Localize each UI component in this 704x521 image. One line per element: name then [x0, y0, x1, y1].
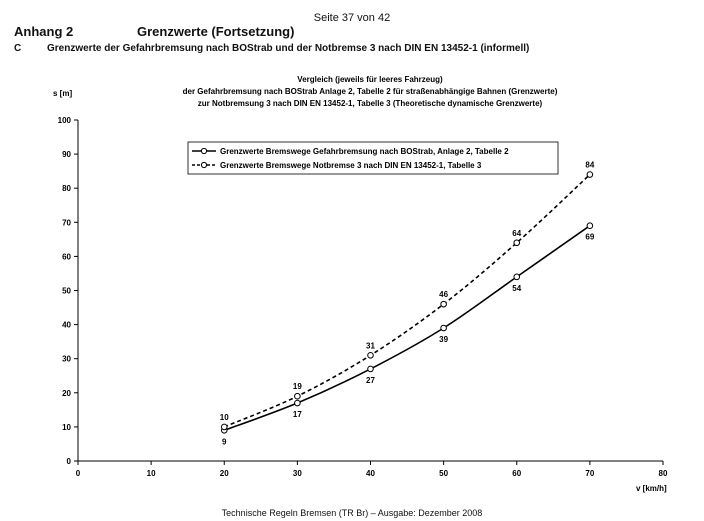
- data-point-bostrab: [587, 223, 593, 229]
- data-label-din: 64: [512, 228, 522, 238]
- x-tick-label: 10: [146, 469, 156, 478]
- series-line-bostrab: [224, 226, 590, 431]
- data-label-bostrab: 27: [366, 375, 375, 385]
- y-tick-label: 100: [57, 116, 71, 125]
- data-point-din: [514, 240, 520, 246]
- data-label-din: 84: [585, 160, 595, 170]
- data-label-din: 10: [219, 412, 229, 422]
- y-tick-label: 20: [62, 388, 71, 398]
- chart-title-line: der Gefahrbremsung nach BOStrab Anlage 2, Tabelle 2 für straßenabhängige Bahnen (Grenzwerte): [182, 87, 558, 96]
- y-tick-label: 40: [62, 320, 71, 330]
- x-tick-label: 80: [658, 469, 668, 478]
- appendix-label: Anhang 2: [14, 24, 74, 39]
- data-label-bostrab: 69: [585, 232, 595, 242]
- x-tick-label: 0: [75, 469, 81, 478]
- x-tick-label: 60: [512, 469, 522, 478]
- data-point-din: [368, 352, 374, 358]
- series-line-din: [224, 175, 590, 427]
- data-point-din: [221, 424, 227, 430]
- y-axis-label: s [m]: [53, 89, 73, 98]
- x-tick-label: 20: [219, 469, 229, 478]
- section-letter: C: [14, 43, 22, 54]
- y-tick-label: 10: [62, 422, 71, 432]
- x-tick-label: 30: [292, 469, 302, 478]
- chart-title-line: zur Notbremsung 3 nach DIN EN 13452-1, Tabelle 3 (Theoretische dynamische Grenzwerte): [197, 99, 543, 108]
- appendix-title: Grenzwerte (Fortsetzung): [137, 24, 295, 39]
- chart-title-line: Vergleich (jeweils für leeres Fahrzeug): [297, 75, 443, 84]
- y-tick-label: 60: [62, 252, 71, 262]
- legend-marker: [201, 148, 206, 153]
- x-tick-label: 50: [439, 469, 449, 478]
- section-title: Grenzwerte der Gefahrbremsung nach BOStrab und der Notbremse 3 nach DIN EN 13452-1 (informell): [47, 43, 530, 54]
- legend-marker: [201, 162, 206, 167]
- x-tick-label: 70: [585, 469, 595, 478]
- data-point-bostrab: [441, 325, 447, 331]
- data-point-bostrab: [514, 274, 520, 280]
- y-tick-label: 90: [62, 150, 71, 160]
- data-label-din: 19: [292, 382, 302, 392]
- page-footer: Technische Regeln Bremsen (TR Br) – Ausgabe: Dezember 2008: [221, 508, 483, 518]
- data-label-din: 31: [366, 341, 375, 351]
- y-tick-label: 0: [66, 457, 71, 466]
- x-axis-label: v [km/h]: [636, 484, 667, 493]
- legend-entry: Grenzwerte Bremswege Gefahrbremsung nach BOStrab, Anlage 2, Tabelle 2: [220, 147, 509, 156]
- y-tick-label: 50: [62, 286, 71, 296]
- data-point-bostrab: [295, 400, 301, 406]
- legend-entry: Grenzwerte Bremswege Notbremse 3 nach DIN EN 13452-1, Tabelle 3: [220, 161, 482, 170]
- data-point-din: [441, 301, 447, 307]
- x-tick-label: 40: [366, 469, 375, 478]
- y-tick-label: 80: [62, 184, 71, 194]
- page-number: Seite 37 von 42: [313, 12, 391, 24]
- data-label-din: 46: [439, 290, 449, 300]
- data-label-bostrab: 39: [439, 335, 449, 345]
- data-point-din: [587, 172, 593, 178]
- data-point-din: [295, 393, 301, 399]
- data-point-bostrab: [368, 366, 374, 372]
- data-label-bostrab: 17: [292, 410, 302, 420]
- y-tick-label: 70: [62, 218, 71, 228]
- data-label-bostrab: 9: [222, 437, 227, 447]
- y-tick-label: 30: [62, 354, 71, 364]
- data-label-bostrab: 54: [512, 283, 522, 293]
